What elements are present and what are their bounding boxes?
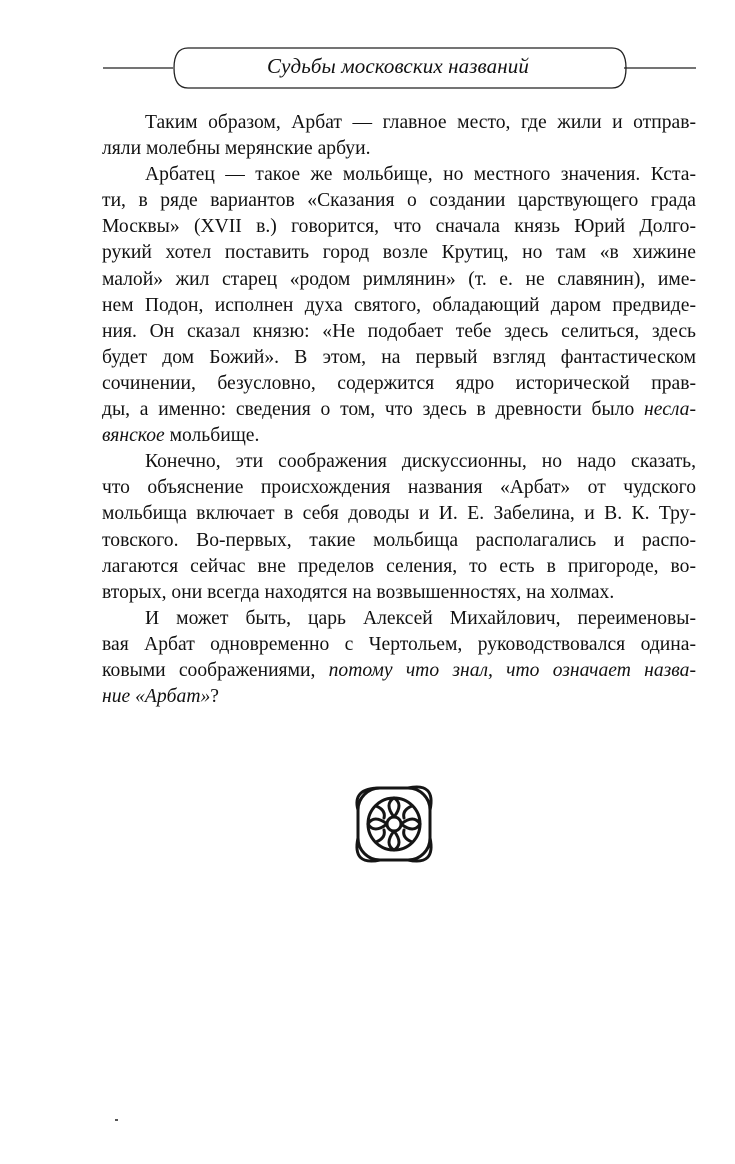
text-fragment: ? (210, 686, 219, 708)
text-line: нем Подон, исполнен духа святого, обладающий даром предвиде- (102, 294, 696, 316)
text-line: ляли молебны мерянские арбуи. (102, 138, 371, 160)
text-line: ти, в ряде вариантов «Сказания о создании царствующего града (102, 190, 696, 212)
print-speck (115, 1119, 118, 1121)
text-line: ния. Он сказал князю: «Не подобает тебе здесь селиться, здесь (102, 320, 696, 342)
text-line: будет дом Божий». В этом, на первый взгляд фантастическом (102, 346, 696, 368)
text-line: вая Арбат одновременно с Чертольем, руководствовался одина- (102, 633, 696, 655)
text-line (102, 423, 696, 449)
text-fragment: ковыми соображениями, (102, 659, 316, 681)
text-line: товского. Во-первых, такие мольбища располагались и распо- (102, 529, 696, 551)
paragraph-2 (102, 162, 696, 449)
text-line: малой» жил старец «родом римлянин» (т. е. не славянин), име- (102, 268, 696, 290)
text-line: Москвы» (XVII в.) говорится, что сначала князь Юрий Долго- (102, 216, 696, 238)
emphasis: несла- (644, 399, 696, 421)
emphasis: вянское (102, 425, 165, 447)
emphasis: потому что знал, что означает назва- (328, 659, 696, 681)
running-header (0, 44, 735, 90)
text-line: Арбатец — такое же мольбище, но местного значения. Кста- (145, 164, 696, 186)
text-line: мольбища включает в себя доводы и И. Е. Забелина, и В. К. Тру- (102, 503, 696, 525)
paragraph-4 (102, 606, 696, 710)
text-line: Конечно, эти соображения дискуссионны, но надо сказать, (145, 451, 696, 473)
text-line: рукий хотел поставить город возле Крутиц, но там «в хижине (102, 242, 696, 264)
celtic-knot-ornament-icon (350, 780, 438, 873)
text-line: лагаются сейчас вне пределов селения, то есть в пригороде, во- (102, 555, 696, 577)
text-fragment: мольбище. (169, 425, 260, 447)
text-line: И может быть, царь Алексей Михайлович, переименовы- (145, 607, 696, 629)
text-line: Таким образом, Арбат — главное место, где жили и отправ- (145, 112, 696, 133)
paragraph-1 (102, 110, 696, 162)
emphasis: ние «Арбат» (102, 686, 211, 708)
text-line: вторых, они всегда находятся на возвышенностях, на холмах. (102, 581, 615, 603)
text-line: сочинении, безусловно, содержится ядро исторической прав- (102, 372, 696, 394)
body-text (102, 110, 696, 710)
text-line: что объяснение происхождения названия «Арбат» от чудского (102, 477, 696, 499)
text-line (102, 684, 696, 710)
text-line (102, 397, 696, 423)
text-fragment: ды, а именно: сведения о том, что здесь в древности было (102, 399, 635, 421)
paragraph-3 (102, 449, 696, 606)
ornament-graphic (350, 780, 438, 868)
header-title: Судьбы московских названий (267, 54, 529, 78)
text-line (102, 658, 696, 684)
